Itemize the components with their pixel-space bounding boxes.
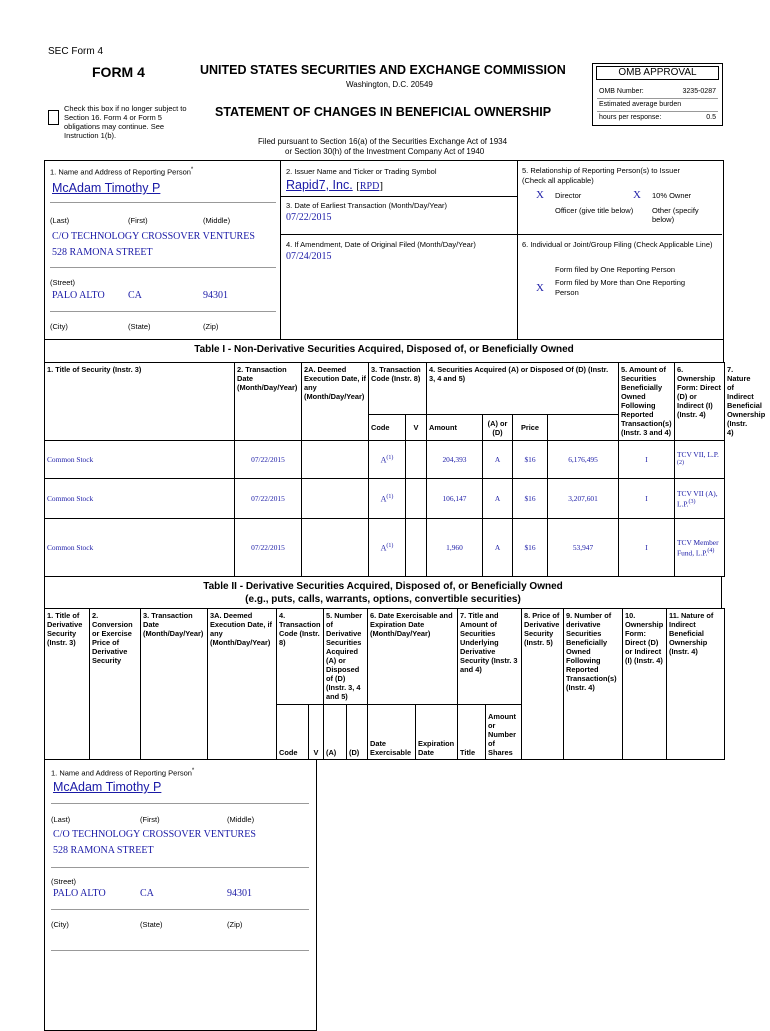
t1-h1: 1. Title of Security (Instr. 3) <box>45 363 235 441</box>
table-row: Common Stock 07/22/2015 $A^{(1)}$ 204,393 A $16 6,176,495 I TCV VII, L.P.$^{(2)}$ <box>45 441 725 479</box>
t1-ad-header: (A) or (D) <box>483 415 513 441</box>
t2-v-header: V <box>309 705 324 760</box>
city-value: PALO ALTO <box>52 290 105 301</box>
t2-title-header: Title <box>458 705 486 760</box>
reporting-person-name[interactable]: McAdam Timothy P <box>52 181 161 195</box>
zip-value: 94301 <box>203 290 228 301</box>
omb-burden-label: Estimated average burden <box>599 101 682 108</box>
street-label: (Street) <box>50 278 76 287</box>
box6-label: 6. Individual or Joint/Group Filing (Check Applicable Line) <box>522 240 713 249</box>
t2-h6: 6. Date Exercisable and Expiration Date (Month/Day/Year) <box>368 609 458 705</box>
street-label-2: (Street) <box>51 877 77 886</box>
box5-label: 5. Relationship of Reporting Person(s) to Issuer (Check all applicable) <box>522 166 680 185</box>
t2-a-header: (A) <box>324 705 347 760</box>
t1-h6: 6. Ownership Form: Direct (D) or Indirect (I) (Instr. 4) <box>675 363 725 441</box>
t2-h2: 2. Conversion or Exercise Price of Derivative Security <box>90 609 141 760</box>
omb-hours-label: hours per response: <box>599 114 662 121</box>
table-row: Common Stock 07/22/2015 $A^{(1)}$ 106,147 A $16 3,207,601 I TCV VII (A), L.P.$^{(3)}$ <box>45 479 725 519</box>
t2-h3a: 3A. Deemed Execution Date, if any (Month/Day/Year) <box>208 609 277 760</box>
t2-h3: 3. Transaction Date (Month/Day/Year) <box>141 609 208 760</box>
t2-code-header: Code <box>277 705 309 760</box>
address-line-2: 528 RAMONA STREET <box>52 247 153 258</box>
omb-approval-box <box>592 63 723 126</box>
address-line-1-2: C/O TECHNOLOGY CROSSOVER VENTURES <box>53 829 256 840</box>
statement-title: STATEMENT OF CHANGES IN BENEFICIAL OWNERSHIP <box>215 105 552 119</box>
first-label-2: (First) <box>140 815 160 824</box>
earliest-transaction-date: 07/22/2015 <box>286 212 332 223</box>
t2-h11: 11. Nature of Indirect Beneficial Ownership (Instr. 4) <box>667 609 725 760</box>
ticker-symbol[interactable]: RPD <box>359 181 380 192</box>
t2-amount-shares-header: Amount or Number of Shares <box>486 705 522 760</box>
t2-h1: 1. Title of Derivative Security (Instr. 3) <box>45 609 90 760</box>
state-label-2: (State) <box>140 920 163 929</box>
table2-title: Table II - Derivative Securities Acquired, Disposed of, or Beneficially Owned (e.g., puts, calls, warrants, options, convertible securities) <box>44 576 722 608</box>
t1-h5: 5. Amount of Securities Beneficially Owned Following Reported Transaction(s) (Instr. 3 and 4) <box>619 363 675 441</box>
omb-number-label: OMB Number: <box>599 88 644 95</box>
t2-h4: 4. Transaction Code (Instr. 8) <box>277 609 324 705</box>
zip-label-2: (Zip) <box>227 920 243 929</box>
first-label: (First) <box>128 216 148 225</box>
t1-v-header: V <box>406 415 427 441</box>
agency-title: UNITED STATES SECURITIES AND EXCHANGE COMMISSION <box>200 63 566 77</box>
last-label-2: (Last) <box>51 815 71 824</box>
t2-expiration-header: Expiration Date <box>416 705 458 760</box>
one-person-label: Form filed by One Reporting Person <box>555 265 676 274</box>
reporting-person-name-2[interactable]: McAdam Timothy P <box>53 780 162 794</box>
table2 <box>44 608 725 760</box>
box1-label: 1. Name and Address of Reporting Person* <box>50 167 194 177</box>
t2-h8: 8. Price of Derivative Security (Instr. 5) <box>522 609 564 760</box>
director-mark[interactable]: X <box>536 189 544 201</box>
t1-h2: 2. Transaction Date (Month/Day/Year) <box>235 363 302 441</box>
box1b-label: 1. Name and Address of Reporting Person* <box>51 768 195 778</box>
more-persons-mark[interactable]: X <box>536 282 544 294</box>
ten-pct-label: 10% Owner <box>652 191 692 200</box>
issuer-line: Rapid7, Inc. [RPD] <box>286 178 383 192</box>
middle-label: (Middle) <box>203 216 231 225</box>
t2-h5: 5. Number of Derivative Securities Acquired (A) or Disposed of (D) (Instr. 3, 4 and 5) <box>324 609 368 705</box>
amendment-date: 07/24/2015 <box>286 251 332 262</box>
t1-h4: 4. Securities Acquired (A) or Disposed Of (D) (Instr. 3, 4 and 5) <box>427 363 619 415</box>
checkbox-instruction: Check this box if no longer subject to Section 16. Form 4 or Form 5 obligations may continue. See Instruction 1(b). <box>64 104 187 140</box>
city-label: (City) <box>50 322 68 331</box>
other-label: Other (specify below) <box>652 206 699 224</box>
director-label: Director <box>555 191 582 200</box>
no-longer-subject-checkbox[interactable] <box>48 110 59 125</box>
state-label: (State) <box>128 322 151 331</box>
box4-label: 4. If Amendment, Date of Original Filed (Month/Day/Year) <box>286 240 476 249</box>
t1-h2a: 2A. Deemed Execution Date, if any (Month/Day/Year) <box>302 363 369 441</box>
zip-label: (Zip) <box>203 322 219 331</box>
city-label-2: (City) <box>51 920 69 929</box>
t1-code-header: Code <box>369 415 406 441</box>
omb-title: OMB APPROVAL <box>596 66 719 80</box>
omb-number-value: 3235-0287 <box>682 88 716 95</box>
reporting-person-box-2 <box>44 759 317 1031</box>
address-line-2-2: 528 RAMONA STREET <box>53 845 154 856</box>
box3-label: 3. Date of Earliest Transaction (Month/Day/Year) <box>286 201 448 210</box>
omb-hours-value: 0.5 <box>706 114 716 121</box>
officer-label: Officer (give title below) <box>555 206 634 215</box>
filed-pursuant-1: Filed pursuant to Section 16(a) of the Securities Exchange Act of 1934 <box>258 137 508 146</box>
middle-label-2: (Middle) <box>227 815 255 824</box>
ten-pct-mark[interactable]: X <box>633 189 641 201</box>
table1: 1. Title of Security (Instr. 3) 2. Transaction Date (Month/Day/Year) 2A. Deemed Execution Date, if any (Month/Day/Year) 3. Transaction Code (Instr. 8) 4. Securities Acquired (A) or Disposed Of (D) (Instr. 3, 4 and 5) 5. Amount of Securities Beneficially Owned Following Reported Transaction(s) (Instr. 3 and 4) 6. Ownership Form: Direct (D) or Indirect (I) (Instr. 4) 7. Nature of Indirect Beneficial Ownership (Instr. 4) Code V Amount (A) or (D) Price Common Stock 07/22/2015 $A^{(1)}$ 204,393 A $16 6,176,495 I TCV VII, L.P.$^{(2)}$ Common Stock 07/22/2015 $A^{(1)}$ 106,147 A $16 3,207,601 I TCV VII (A), L.P.$^{(3)}$ Common Stock 07/22/2015 $A^{(1)}$ 1,960 A $16 53,947 I TCV Member Fund, L.P.$^{(4)}$ <box>44 362 725 577</box>
t1-price-header: Price <box>513 415 548 441</box>
t2-date-exercisable-header: Date Exercisable <box>368 705 416 760</box>
t2-h9: 9. Number of derivative Securities Beneficially Owned Following Reported Transaction(s) (Instr. 4) <box>564 609 623 760</box>
t2-d-header: (D) <box>347 705 368 760</box>
state-value-2: CA <box>140 888 154 899</box>
address-line-1: C/O TECHNOLOGY CROSSOVER VENTURES <box>52 231 255 242</box>
form-label: SEC Form 4 <box>48 46 104 57</box>
box2-label: 2. Issuer Name and Ticker or Trading Symbol <box>286 167 437 176</box>
agency-location: Washington, D.C. 20549 <box>346 80 433 89</box>
table-row: Common Stock 07/22/2015 $A^{(1)}$ 1,960 A $16 53,947 I TCV Member Fund, L.P.$^{(4)}$ <box>45 519 725 577</box>
t1-h3: 3. Transaction Code (Instr. 8) <box>369 363 427 415</box>
state-value: CA <box>128 290 142 301</box>
form-title: FORM 4 <box>92 64 145 80</box>
t2-h10: 10. Ownership Form: Direct (D) or Indirect (I) (Instr. 4) <box>623 609 667 760</box>
t1-amount-header: Amount <box>427 415 483 441</box>
issuer-name[interactable]: Rapid7, Inc. <box>286 178 353 192</box>
t2-h7: 7. Title and Amount of Securities Underlying Derivative Security (Instr. 3 and 4) <box>458 609 522 705</box>
zip-value-2: 94301 <box>227 888 252 899</box>
table1-title: Table I - Non-Derivative Securities Acquired, Disposed of, or Beneficially Owned <box>44 338 724 363</box>
filed-pursuant-2: or Section 30(h) of the Investment Company Act of 1940 <box>285 147 485 156</box>
more-persons-label: Form filed by More than One Reporting Person <box>555 278 686 297</box>
last-label: (Last) <box>50 216 70 225</box>
city-value-2: PALO ALTO <box>53 888 106 899</box>
